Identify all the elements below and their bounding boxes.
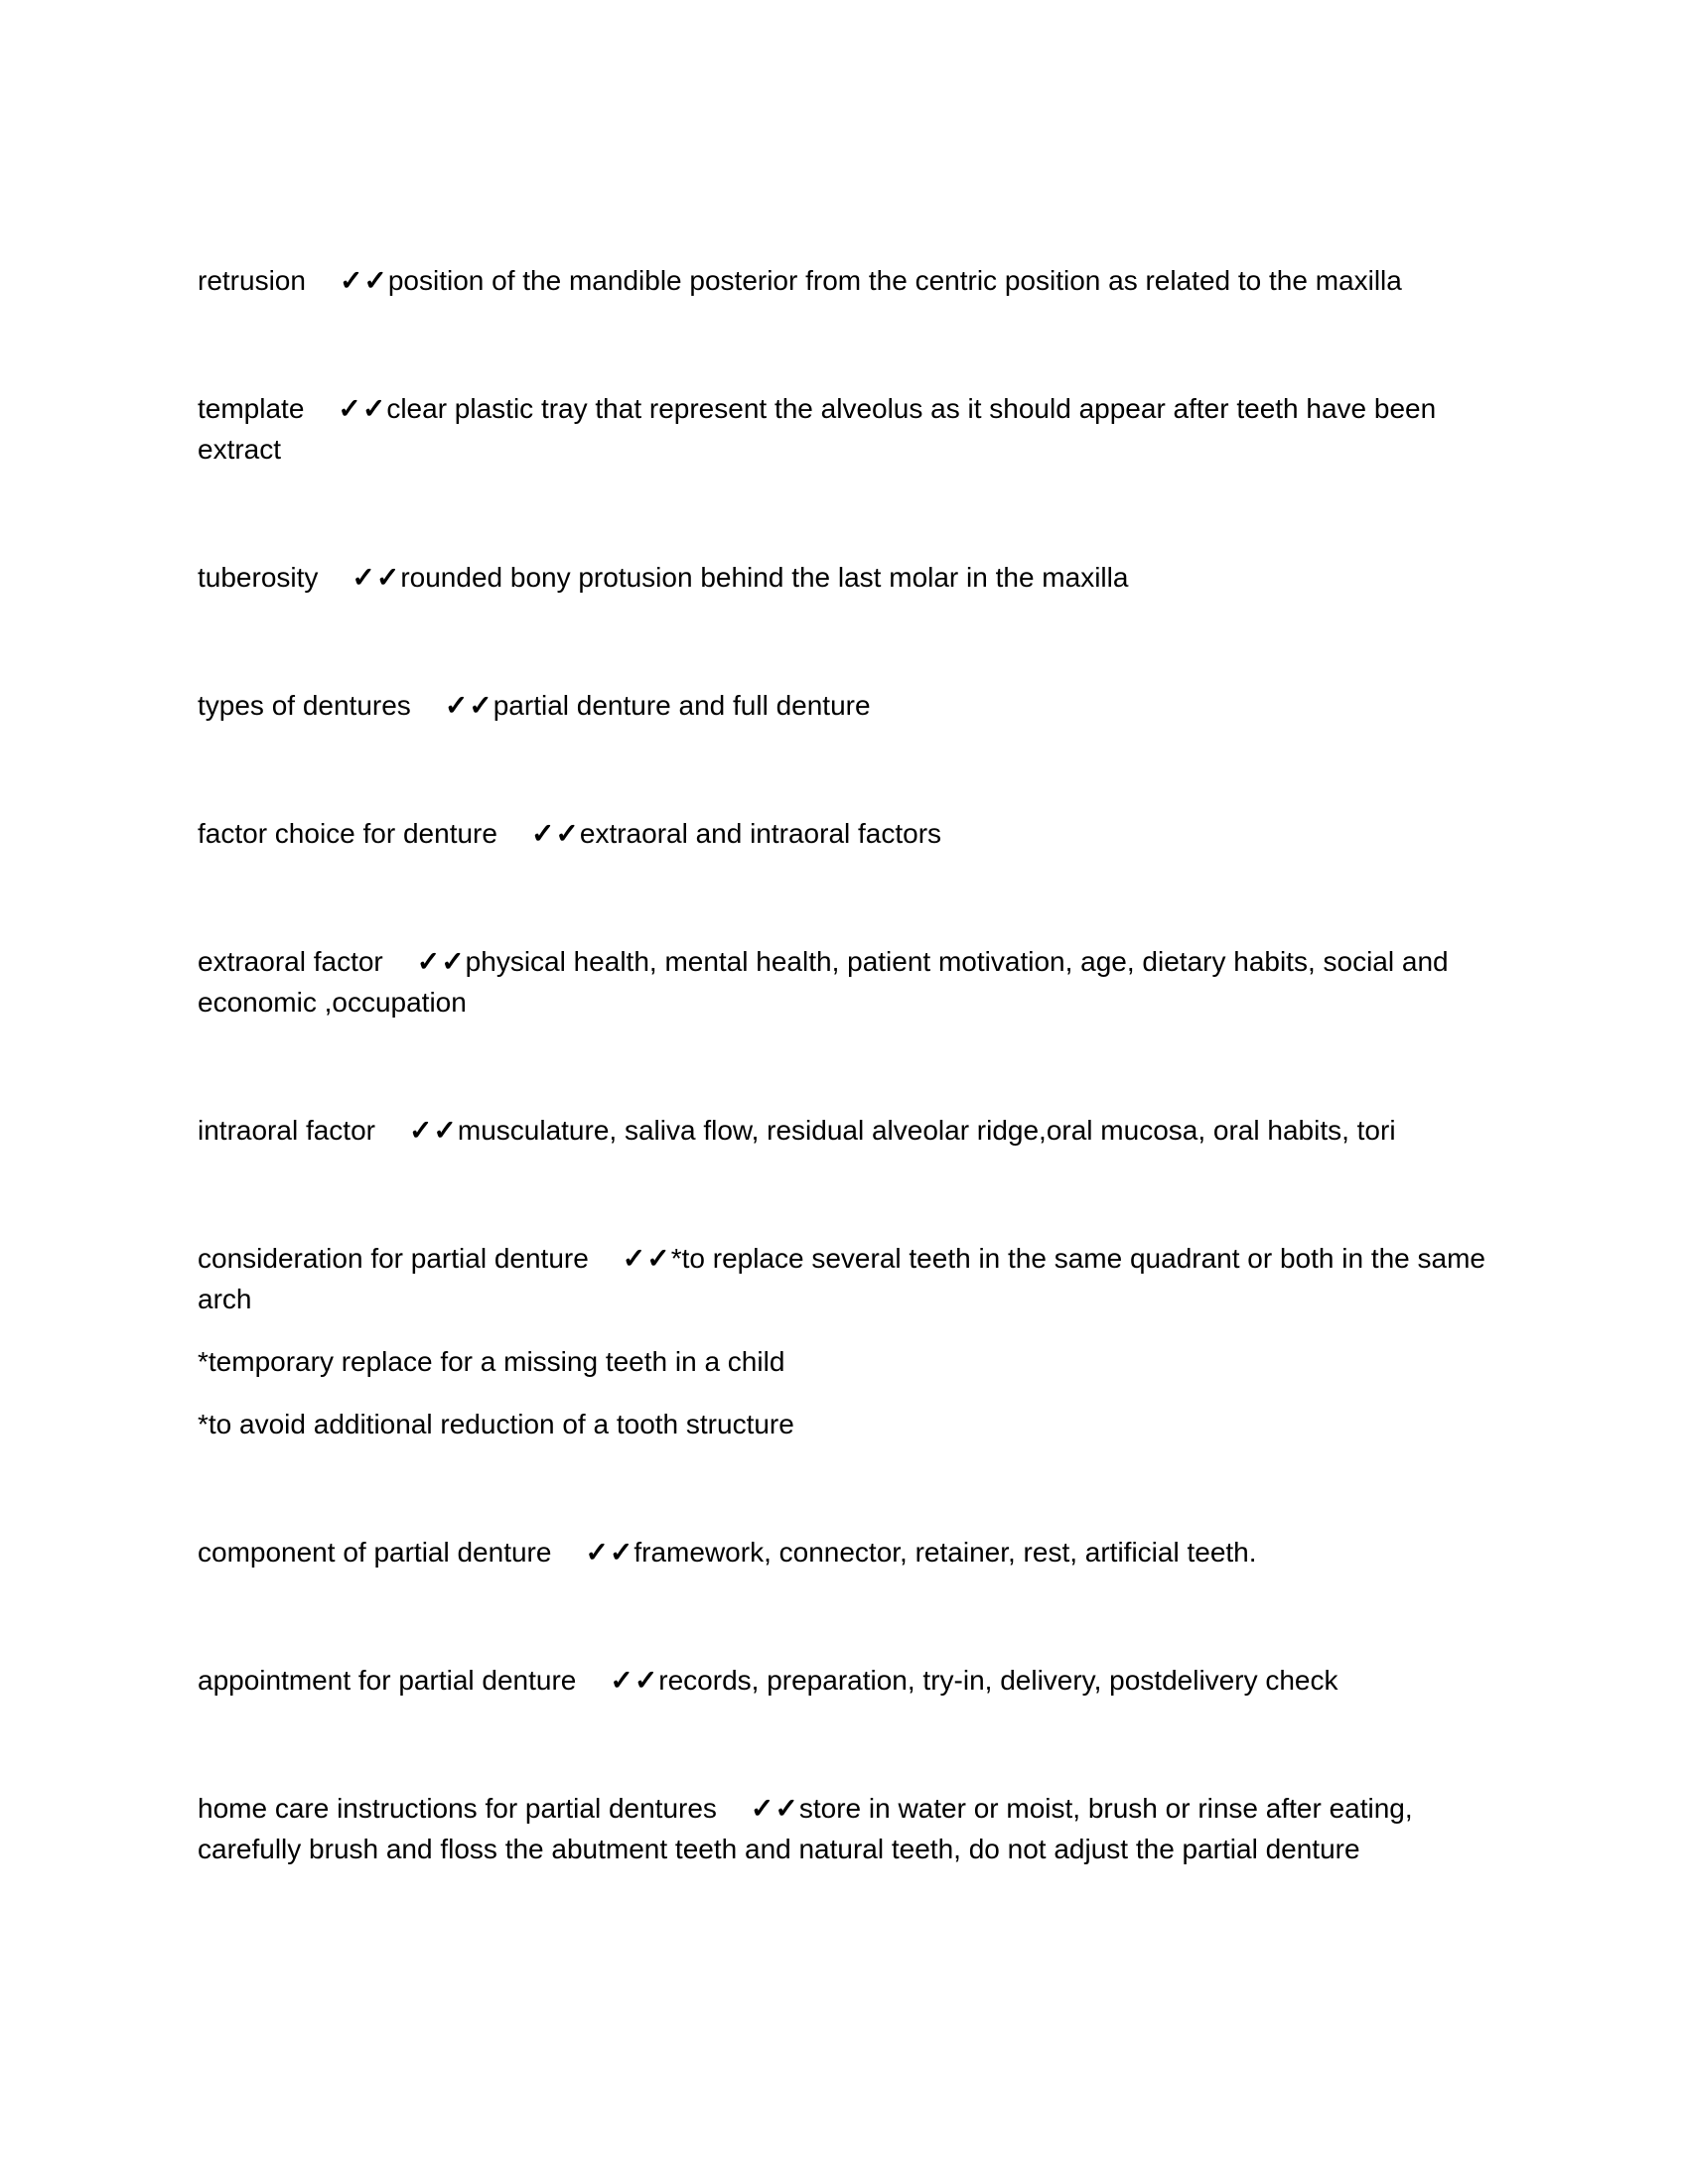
double-check-icon: ✓✓ [622,1243,671,1274]
entry-term: intraoral factor [198,1115,375,1146]
flashcard-entry [198,941,1488,1023]
entry-term: home care instructions for partial dentures [198,1793,717,1824]
entry-term: extraoral factor [198,946,383,977]
flashcard-entry [198,1532,1488,1572]
entry-definition: position of the mandible posterior from the centric position as related to the maxilla [387,265,1402,296]
flashcard-entry [198,813,1488,854]
flashcard-entry [198,1238,1488,1319]
entry-term: tuberosity [198,562,319,593]
entry-term: types of dentures [198,690,411,721]
entry-extra-line: *temporary replace for a missing teeth in a child [198,1346,785,1377]
entry-term: component of partial denture [198,1537,552,1568]
entry-term: consideration for partial denture [198,1243,589,1274]
entry-definition: records, preparation, try-in, delivery, postdelivery check [658,1665,1338,1696]
entry-definition: framework, connector, retainer, rest, artificial teeth. [633,1537,1257,1568]
flashcard-list [198,260,1488,1957]
entry-definition: extraoral and intraoral factors [579,818,942,849]
double-check-icon: ✓✓ [339,265,388,296]
entry-term: appointment for partial denture [198,1665,577,1696]
flashcard-entry [198,1110,1488,1151]
entry-definition: partial denture and full denture [492,690,871,721]
double-check-icon: ✓✓ [610,1665,659,1696]
double-check-icon: ✓✓ [750,1793,799,1824]
double-check-icon: ✓✓ [408,1115,458,1146]
double-check-icon: ✓✓ [352,562,401,593]
entry-definition: rounded bony protusion behind the last molar in the maxilla [400,562,1129,593]
entry-term: template [198,393,305,424]
entry-definition: store in water or moist, brush or rinse after eating, carefully brush and floss the abutment teeth and natural teeth, do not adjust the partial denture [198,1793,1413,1864]
entry-term: retrusion [198,265,306,296]
double-check-icon: ✓✓ [530,818,580,849]
entry-extra-line: *to avoid additional reduction of a tooth structure [198,1409,794,1439]
entry-definition: *to replace several teeth in the same quadrant or both in the same arch [198,1243,1485,1314]
entry-term: factor choice for denture [198,818,497,849]
double-check-icon: ✓✓ [444,690,493,721]
double-check-icon: ✓✓ [338,393,387,424]
double-check-icon: ✓✓ [416,946,466,977]
entry-definition: clear plastic tray that represent the alveolus as it should appear after teeth have been extract [198,393,1437,465]
entry-definition: musculature, saliva flow, residual alveolar ridge,oral mucosa, oral habits, tori [457,1115,1396,1146]
flashcard-entry [198,685,1488,726]
flashcard-entry [198,1788,1488,1869]
flashcard-entry [198,557,1488,598]
flashcard-entry [198,388,1488,470]
flashcard-entry [198,1660,1488,1701]
entry-definition: physical health, mental health, patient motivation, age, dietary habits, social and economic ,occupation [198,946,1449,1018]
flashcard-entry [198,260,1488,301]
double-check-icon: ✓✓ [585,1537,634,1568]
